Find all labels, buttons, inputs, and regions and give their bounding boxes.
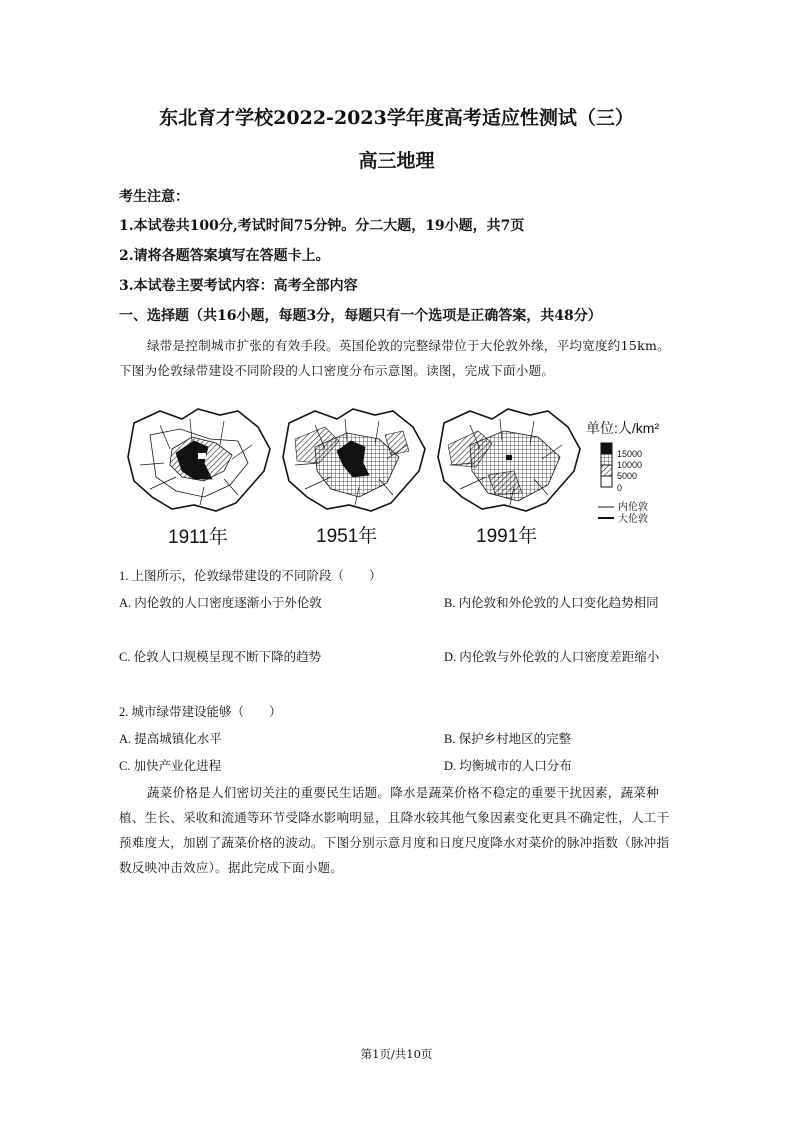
exam-subject: 高三地理 (358, 150, 435, 172)
notice-item: 2.请将各题答案填写在答题卡上。 (119, 248, 330, 264)
map-legend (586, 420, 659, 525)
legend-swatch-0 (601, 476, 612, 487)
legend-line-label: 内伦敦 (618, 502, 648, 513)
option-a: A. 提高城镇化水平 (119, 732, 222, 746)
legend-level: 10000 (617, 460, 643, 470)
year-label-1951: 1951年 (316, 526, 378, 547)
map-1911 (128, 409, 270, 511)
legend-level: 0 (617, 483, 623, 493)
option-b (444, 593, 684, 611)
option-c: C. 伦敦人口规模呈现不断下降的趋势 (119, 650, 322, 664)
exam-title: 东北育才学校2022-2023学年度高考适应性测试（三） (159, 107, 634, 129)
option-c: C. 加快产业化进程 (119, 759, 222, 773)
map-1991 (438, 409, 580, 511)
passage-greenbelt: 绿带是控制城市扩张的有效手段。英国伦敦的完整绿带位于大伦敦外缘，平均宽度约15km。下图为伦敦绿带建设不同阶段的人口密度分布示意图。读图，完成下面小题。 (119, 338, 670, 378)
notice-item: 3.本试卷主要考试内容：高考全部内容 (119, 278, 358, 294)
year-label-1991: 1991年 (476, 526, 538, 547)
notice-item: 1.本试卷共100分,考试时间75分钟。分二大题，19小题，共7页 (119, 218, 525, 234)
option-d: D. 均衡城市的人口分布 (444, 759, 572, 773)
question-stem: 1. 上图所示，伦敦绿带建设的不同阶段（ ） (119, 569, 382, 583)
option-a: A. 内伦敦的人口密度逐渐小于外伦敦 (119, 596, 322, 610)
legend-swatch-10000 (601, 454, 612, 465)
question-stem: 2. 城市绿带建设能够（ ） (119, 705, 282, 719)
page-footer: 第1页/共10页 (360, 1047, 433, 1061)
legend-title: 单位:人/km² (586, 420, 660, 436)
option-b: B. 保护乡村地区的完整 (444, 732, 572, 746)
notice-heading: 考生注意： (119, 189, 189, 205)
legend-swatch-5000 (601, 465, 612, 476)
passage-vegetable-prices: 蔬菜价格是人们密切关注的重要民生话题。降水是蔬菜价格不稳定的重要干扰因素，蔬菜种植、生长、采收和流通等环节受降水影响明显，且降水较其他气象因素变化更具不确定性，人工干预难度大，加剧了蔬菜价格的波动。下图分别示意月度和日度尺度降水对菜价的脉冲指数（脉冲指数反映冲击效应）。据此完成下面小题。 (119, 785, 670, 875)
map-1951 (283, 409, 425, 511)
option-b-text: B. 内伦敦和外伦敦的人口变化趋势相同 (444, 596, 659, 610)
legend-level: 15000 (617, 449, 643, 459)
legend-line-label: 大伦敦 (618, 514, 648, 525)
legend-level: 5000 (617, 471, 638, 481)
legend-swatch-15000 (601, 443, 612, 454)
london-density-figure (120, 405, 680, 555)
section-heading: 一、选择题（共16小题，每题3分，每题只有一个选项是正确答案，共48分） (119, 308, 602, 324)
option-d: D. 内伦敦与外伦敦的人口密度差距缩小 (444, 650, 660, 664)
year-label-1911: 1911年 (168, 527, 228, 548)
